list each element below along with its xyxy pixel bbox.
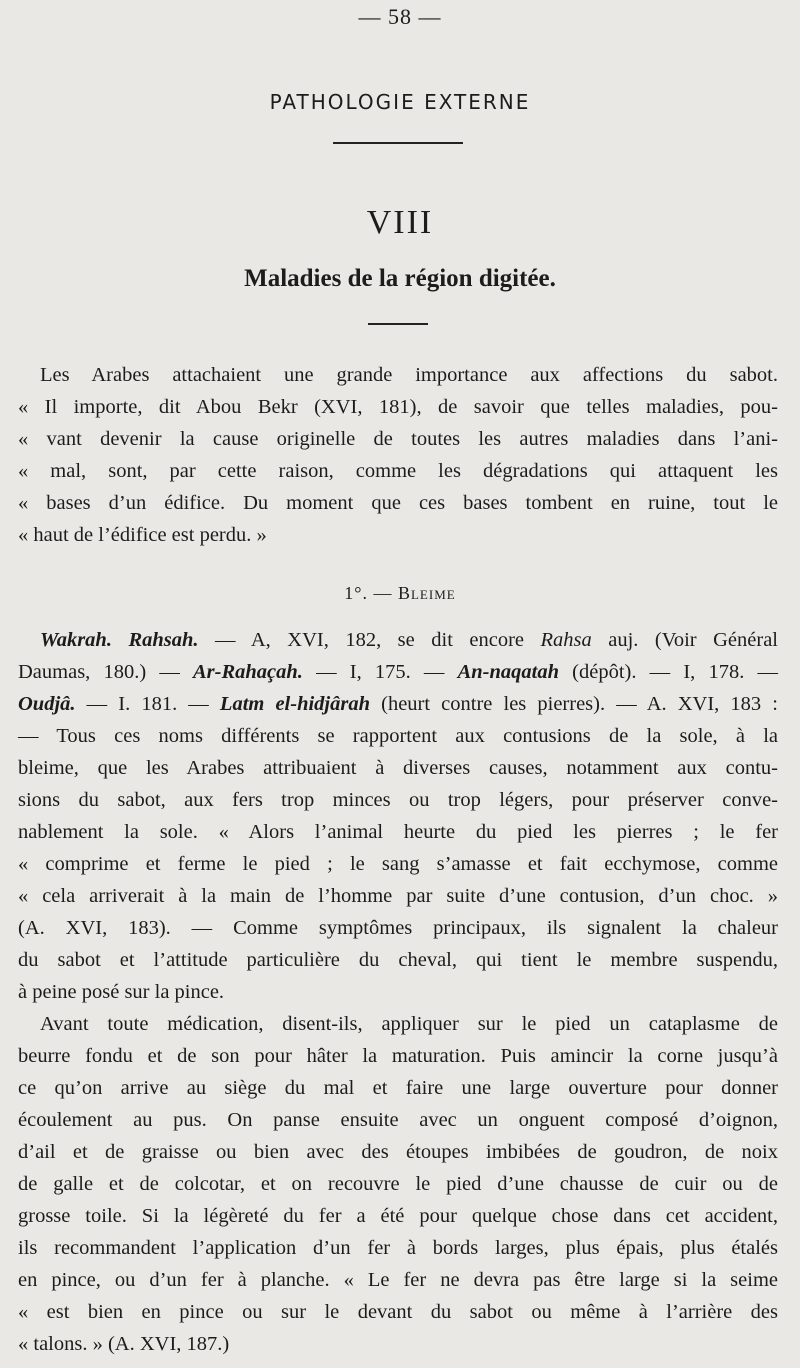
intro-line: Les Arabes attachaient une grande importance aux affections du sabot. [40, 364, 778, 386]
names-text: auj. (Voir Général [591, 629, 778, 651]
arabic-term: Latm el-hidjârah [219, 693, 370, 715]
body-line: « talons. » (A. XVI, 187.) [18, 1333, 230, 1355]
arabic-term: Wakrah. Rahsah. [40, 629, 199, 651]
names-text: Daumas, 180.) — [18, 661, 193, 683]
body-line: « comprime et ferme le pied ; le sang s’amasse et fait ecchymose, comme [18, 853, 778, 875]
body-line: ils recommandent l’application d’un fer à bords larges, plus épais, plus étalés [18, 1237, 778, 1259]
names-line [18, 694, 778, 715]
body-line: grosse toile. Si la légèreté du fer a été pour quelque chose dans cet accident, [18, 1205, 778, 1227]
body-line: sions du sabot, aux fers trop minces ou trop légers, pour préserver conve- [18, 789, 778, 811]
body-line: d’ail et de graisse ou bien avec des étoupes imbibées de goudron, de noix [18, 1141, 778, 1163]
body-line: « est bien en pince ou sur le devant du sabot ou même à l’arrière des [18, 1301, 778, 1323]
section-title: Bleime [397, 583, 456, 603]
chapter-number: VIII [366, 204, 434, 241]
intro-line: « haut de l’édifice est perdu. » [18, 524, 267, 546]
body-line: (A. XVI, 183). — Comme symptômes principaux, ils signalent la chaleur [18, 917, 778, 939]
body-line: écoulement au pus. On panse ensuite avec un onguent composé d’oignon, [18, 1109, 778, 1131]
section-heading [0, 583, 800, 604]
intro-line: « mal, sont, par cette raison, comme les dégradations qui attaquent les [18, 460, 778, 482]
body-line: — Tous ces noms différents se rapportent aux contusions de la sole, à la [18, 725, 778, 747]
names-line [40, 630, 778, 651]
body-line: à peine posé sur la pince. [18, 981, 225, 1003]
running-head: PATHOLOGIE EXTERNE [269, 90, 531, 114]
arabic-term: Oudjâ. [18, 693, 76, 715]
names-line [18, 662, 778, 683]
body-line: en pince, ou d’un fer à planche. « Le fer ne devra pas être large si la seime [18, 1269, 778, 1291]
header-rule [333, 142, 463, 144]
arabic-term: Rahsa [540, 629, 592, 651]
section-number: 1°. — [344, 583, 398, 603]
arabic-term: An-naqatah [457, 661, 559, 683]
names-text: — A, XVI, 182, se dit encore [198, 629, 541, 651]
names-text: (heurt contre les pierres). — A. XVI, 183 : [370, 693, 778, 715]
page-number: — 58 — [358, 4, 442, 29]
body-line: « cela arriverait à la main de l’homme par suite d’une contusion, d’un choc. » [18, 885, 778, 907]
intro-line: « bases d’un édifice. Du moment que ces bases tombent en ruine, tout le [18, 492, 778, 514]
body-line: bleime, que les Arabes attribuaient à diverses causes, notamment aux contu- [18, 757, 778, 779]
names-text: — I. 181. — [75, 693, 220, 715]
chapter-title: Maladies de la région digitée. [244, 265, 556, 292]
body-line: de galle et de colcotar, et on recouvre le pied d’une chausse de cuir ou de [18, 1173, 778, 1195]
names-text: — I, 175. — [302, 661, 458, 683]
body-line: du sabot et l’attitude particulière du cheval, qui tient le membre suspendu, [18, 949, 778, 971]
arabic-term: Ar-Rahaçah. [193, 661, 303, 683]
chapter-rule [368, 323, 428, 325]
names-text: (dépôt). — I, 178. — [559, 661, 778, 683]
body-line: beurre fondu et de son pour hâter la maturation. Puis amincir la corne jusqu’à [18, 1045, 778, 1067]
body-line: ce qu’on arrive au siège du mal et faire une large ouverture pour donner [18, 1077, 778, 1099]
body-line: nablement la sole. « Alors l’animal heurte du pied les pierres ; le fer [18, 821, 778, 843]
body-line: Avant toute médication, disent-ils, appliquer sur le pied un cataplasme de [40, 1013, 778, 1035]
intro-line: « Il importe, dit Abou Bekr (XVI, 181), de savoir que telles maladies, pou- [18, 396, 778, 418]
intro-line: « vant devenir la cause originelle de toutes les autres maladies dans l’ani- [18, 428, 778, 450]
